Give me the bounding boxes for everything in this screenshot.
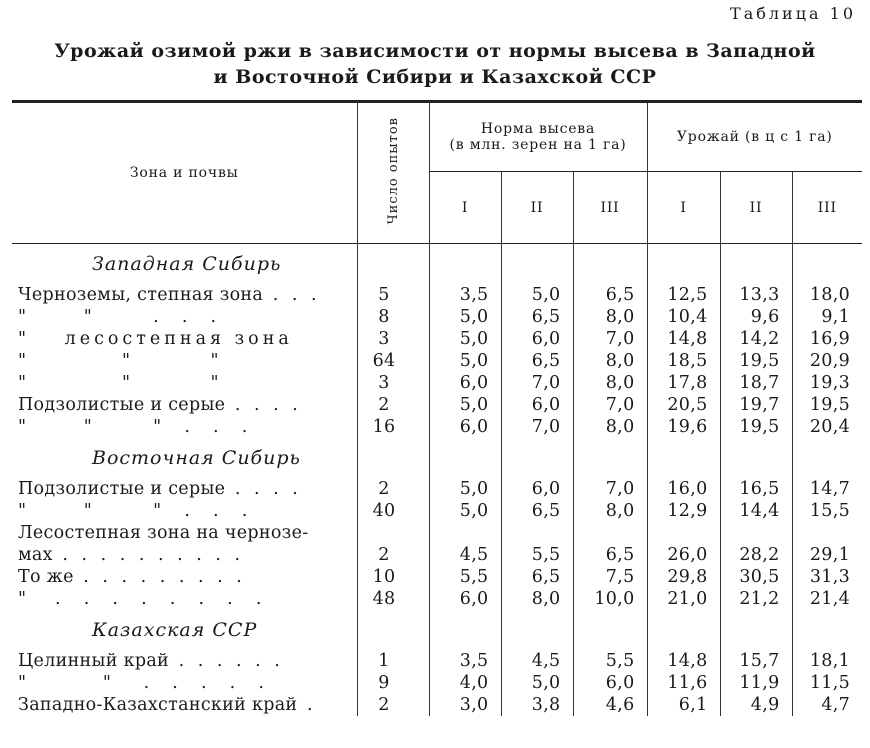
norm-cell: 3,5 [429,284,501,306]
section-row [12,610,862,650]
yield-cell: 19,7 [720,394,792,416]
section-spacer-cell [357,244,429,285]
norm-cell: 6,5 [573,544,647,566]
norm-cell [501,522,573,544]
section-spacer-cell [647,610,720,650]
zone-leader: . . . . . . . . [26,589,266,609]
section-spacer-cell [357,438,429,478]
yield-cell [647,522,720,544]
yield-cell: 19,6 [647,416,720,438]
header-norm-unit: (в млн. зерен на 1 га) [449,137,627,153]
section-spacer-cell [573,610,647,650]
norm-cell: 6,0 [501,328,573,350]
norm-cell: 5,0 [501,672,573,694]
yield-cell: 9,1 [792,306,862,328]
section-spacer-cell [501,244,573,285]
count-cell: 3 [357,372,429,394]
table-row [12,500,862,522]
norm-cell: 8,0 [573,306,647,328]
table-row [12,694,862,716]
norm-cell: 4,5 [501,650,573,672]
yield-cell: 20,9 [792,350,862,372]
table-row [12,350,862,372]
norm-cell: 6,5 [501,306,573,328]
zone-leader: . . . . [225,395,302,415]
zone-cell [12,672,357,694]
zone-text: Черноземы, степная зона [18,285,264,305]
norm-cell: 6,0 [429,588,501,610]
section-spacer-cell [792,438,862,478]
norm-cell: 7,0 [573,394,647,416]
table-row [12,372,862,394]
header-norm-ii: II [501,172,573,244]
zone-cell [12,522,357,544]
count-cell: 48 [357,588,429,610]
norm-cell: 8,0 [573,500,647,522]
table-row [12,522,862,544]
norm-cell: 3,0 [429,694,501,716]
count-cell: 8 [357,306,429,328]
zone-text: Подзолистые и серые [18,395,226,415]
zone-leader: " " . . . [26,501,252,521]
header-norm-label: Норма высева [480,121,596,137]
zone-text: " [18,417,27,437]
yield-cell: 29,8 [647,566,720,588]
section-spacer-cell [501,438,573,478]
norm-cell: 7,0 [573,328,647,350]
header-zone: Зона и почвы [12,102,357,244]
zone-leader: . . . . . . . . . [73,567,246,587]
norm-cell: 6,5 [573,284,647,306]
count-cell: 2 [357,694,429,716]
zone-cell [12,566,357,588]
section-spacer-cell [429,610,501,650]
zone-cell [12,500,357,522]
norm-cell: 6,5 [501,500,573,522]
table-row [12,416,862,438]
norm-cell: 8,0 [573,350,647,372]
count-cell: 10 [357,566,429,588]
table-row [12,566,862,588]
table-row [12,478,862,500]
yield-cell: 14,7 [792,478,862,500]
yield-cell: 19,5 [792,394,862,416]
yield-cell: 13,3 [720,284,792,306]
norm-cell: 5,5 [573,650,647,672]
header-norm [429,102,647,172]
norm-cell: 5,0 [429,500,501,522]
count-cell: 2 [357,394,429,416]
section-title: Восточная Сибирь [92,447,301,469]
norm-cell: 6,0 [429,416,501,438]
section-row [12,244,862,285]
yield-cell: 14,4 [720,500,792,522]
count-cell: 3 [357,328,429,350]
header-yield-ii: II [720,172,792,244]
zone-leader: " " . . . [26,417,252,437]
zone-leader: . [297,695,317,715]
yield-cell: 19,5 [720,416,792,438]
zone-text: " [18,673,27,693]
zone-cell [12,284,357,306]
norm-cell: 4,6 [573,694,647,716]
yield-cell: 15,5 [792,500,862,522]
count-cell: 9 [357,672,429,694]
zone-text: " [18,501,27,521]
header-yield-i: I [647,172,720,244]
zone-text: То же [18,567,74,587]
yield-cell: 19,5 [720,350,792,372]
norm-cell: 6,0 [501,478,573,500]
zone-cell [12,588,357,610]
yield-cell: 11,5 [792,672,862,694]
zone-cell [12,694,357,716]
yield-cell: 16,5 [720,478,792,500]
norm-cell: 5,0 [429,328,501,350]
zone-text: " [18,329,27,349]
section-spacer-cell [720,438,792,478]
yield-cell: 9,6 [720,306,792,328]
yield-cell: 21,2 [720,588,792,610]
header-count-label: Число опытов [385,117,401,225]
count-cell: 2 [357,478,429,500]
section-row [12,438,862,478]
yield-cell: 21,4 [792,588,862,610]
zone-cell [12,328,357,350]
count-cell: 64 [357,350,429,372]
norm-cell: 7,0 [501,372,573,394]
count-cell: 5 [357,284,429,306]
norm-cell: 3,5 [429,650,501,672]
section-spacer-cell [647,438,720,478]
zone-leader: " " [26,351,223,371]
header-count [357,102,429,244]
yield-cell: 11,9 [720,672,792,694]
norm-cell: 5,0 [429,306,501,328]
yield-cell: 18,1 [792,650,862,672]
zone-text: мах [18,545,53,565]
norm-cell: 5,0 [501,284,573,306]
yield-cell: 28,2 [720,544,792,566]
yield-cell: 18,0 [792,284,862,306]
section-title: Казахская ССР [92,619,258,641]
count-cell [357,522,429,544]
section-spacer-cell [720,610,792,650]
section-title: Западная Сибирь [92,253,282,275]
table-label: Таблица 10 [730,4,856,23]
yield-cell: 6,1 [647,694,720,716]
norm-cell [429,522,501,544]
section-spacer-cell [720,244,792,285]
section-spacer-cell [501,610,573,650]
norm-cell: 4,0 [429,672,501,694]
norm-cell: 6,0 [501,394,573,416]
table-title-line-2: и Восточной Сибири и Казахской ССР [213,66,657,88]
norm-cell: 4,5 [429,544,501,566]
zone-cell [12,478,357,500]
norm-cell: 7,0 [501,416,573,438]
zone-leader: . . . . . . [169,651,284,671]
zone-leader: " . . . . . [26,673,268,693]
norm-cell: 8,0 [573,372,647,394]
norm-cell: 8,0 [573,416,647,438]
header-norm-i: I [429,172,501,244]
yield-cell: 18,5 [647,350,720,372]
yield-cell: 18,7 [720,372,792,394]
norm-cell: 3,8 [501,694,573,716]
yield-cell [792,522,862,544]
zone-leader: " " [26,373,223,393]
yield-cell: 12,5 [647,284,720,306]
yield-cell: 31,3 [792,566,862,588]
norm-cell: 6,5 [501,566,573,588]
yield-cell: 10,4 [647,306,720,328]
table-row [12,588,862,610]
yield-cell: 12,9 [647,500,720,522]
zone-cell [12,544,357,566]
yield-table [12,100,862,716]
yield-cell: 4,7 [792,694,862,716]
norm-cell: 7,0 [573,478,647,500]
yield-cell: 26,0 [647,544,720,566]
table-row [12,328,862,350]
yield-cell: 14,8 [647,650,720,672]
count-cell: 40 [357,500,429,522]
zone-text: " [18,351,27,371]
table-title-line-1: Урожай озимой ржи в зависимости от нормы высева в Западной [54,40,816,62]
norm-cell: 6,0 [573,672,647,694]
zone-text: Целинный край [18,651,170,671]
yield-cell: 11,6 [647,672,720,694]
zone-cell [12,372,357,394]
norm-cell: 10,0 [573,588,647,610]
norm-cell: 5,5 [429,566,501,588]
norm-cell: 5,0 [429,350,501,372]
zone-leader: . . . . . . . . . . [52,545,245,565]
yield-cell: 16,0 [647,478,720,500]
zone-text: " [18,373,27,393]
section-spacer-cell [429,438,501,478]
yield-cell: 17,8 [647,372,720,394]
count-cell: 16 [357,416,429,438]
yield-cell: 4,9 [720,694,792,716]
table-row [12,672,862,694]
zone-cell [12,650,357,672]
yield-cell: 19,3 [792,372,862,394]
table-row [12,650,862,672]
zone-cell [12,394,357,416]
yield-cell [720,522,792,544]
norm-cell: 6,0 [429,372,501,394]
table-body [12,244,862,717]
section-spacer-cell [573,244,647,285]
table-row [12,284,862,306]
section-spacer-cell [429,244,501,285]
zone-cell [12,350,357,372]
yield-cell: 20,5 [647,394,720,416]
table-row [12,544,862,566]
zone-text: Лесостепная зона на чернозе- [18,523,309,543]
yield-cell: 14,2 [720,328,792,350]
count-cell: 1 [357,650,429,672]
norm-cell [573,522,647,544]
header-yield: Урожай (в ц с 1 га) [647,102,862,172]
zone-leader: " . . . [26,307,221,327]
zone-cell [12,306,357,328]
yield-cell: 30,5 [720,566,792,588]
norm-cell: 5,5 [501,544,573,566]
section-spacer-cell [573,438,647,478]
zone-cell [12,416,357,438]
yield-cell: 15,7 [720,650,792,672]
yield-cell: 20,4 [792,416,862,438]
zone-leader: . . . . [225,479,302,499]
yield-cell: 16,9 [792,328,862,350]
zone-text: Западно-Казахстанский край [18,695,298,715]
header-yield-iii: III [792,172,862,244]
section-spacer-cell [792,610,862,650]
zone-leader: лесостепная зона [26,329,293,349]
header-norm-iii: III [573,172,647,244]
norm-cell: 7,5 [573,566,647,588]
norm-cell: 8,0 [501,588,573,610]
count-cell: 2 [357,544,429,566]
section-spacer-cell [647,244,720,285]
table-row [12,394,862,416]
yield-cell: 21,0 [647,588,720,610]
zone-text: " [18,589,27,609]
yield-cell: 29,1 [792,544,862,566]
norm-cell: 5,0 [429,394,501,416]
norm-cell: 5,0 [429,478,501,500]
zone-leader: . . . [263,285,321,305]
norm-cell: 6,5 [501,350,573,372]
zone-text: " [18,307,27,327]
section-spacer-cell [792,244,862,285]
table-row [12,306,862,328]
section-spacer-cell [357,610,429,650]
yield-cell: 14,8 [647,328,720,350]
zone-text: Подзолистые и серые [18,479,226,499]
